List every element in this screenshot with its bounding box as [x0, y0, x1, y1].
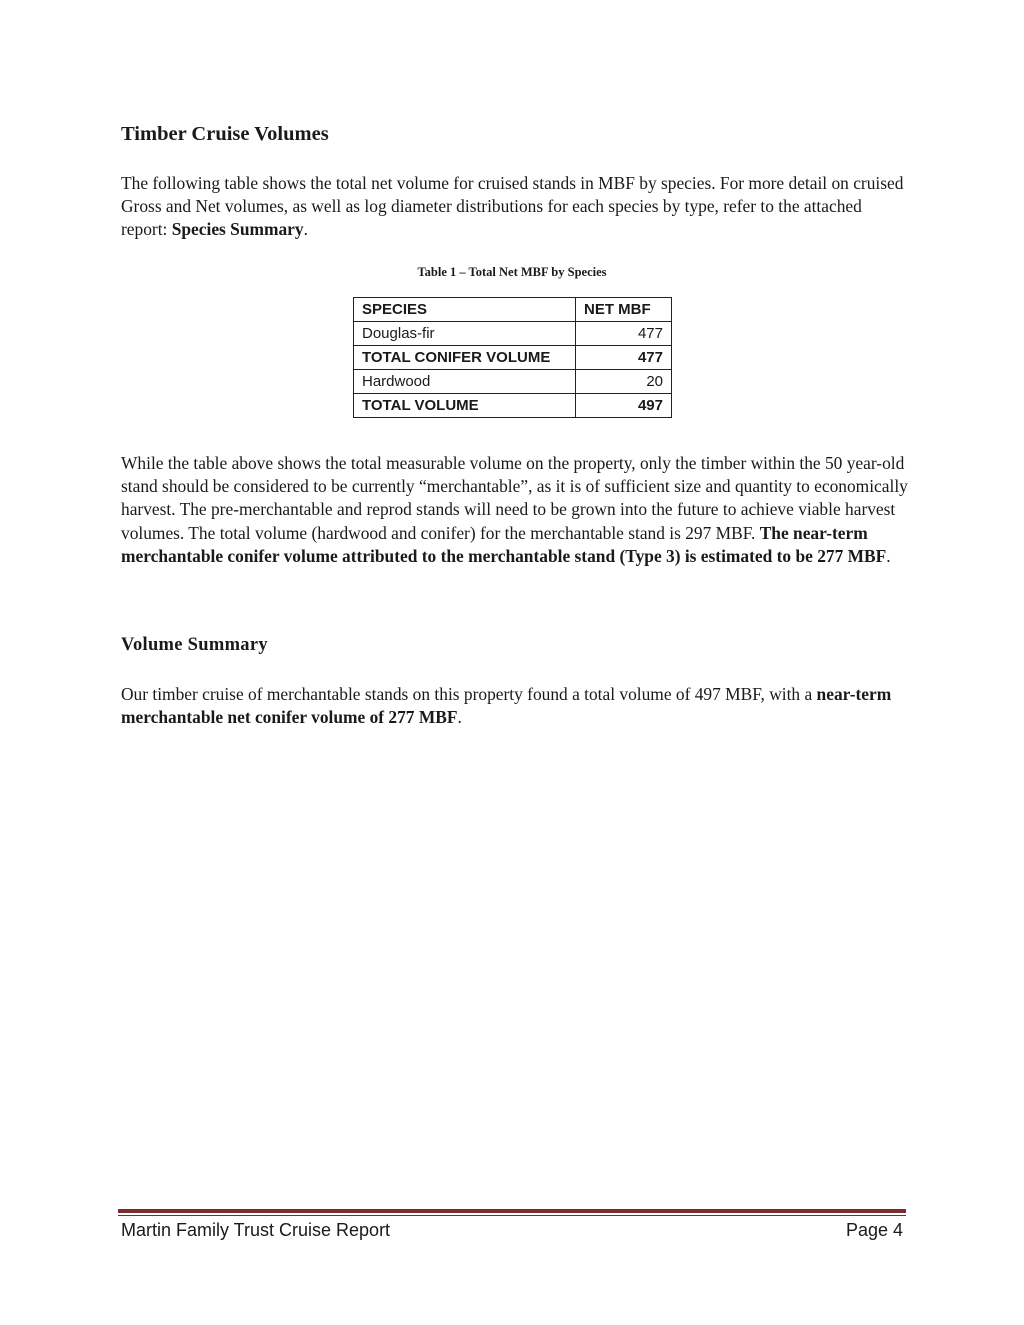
net-mbf-cell: 20 — [576, 370, 672, 394]
merchantable-paragraph-text: While the table above shows the total measurable volume on the property, only the timber within the 50 year-old stand should be considered to be currently “merchantable”, as it is of sufficient size and quantity to economically harvest. The pre-merchantable and reprod stands will need to be grown into the future to achieve viable harvest volumes. The total volume (hardwood and conifer) for the merchantable stand is 297 MBF. — [121, 453, 908, 543]
net-mbf-cell: 477 — [576, 322, 672, 346]
intro-paragraph-text: The following table shows the total net volume for cruised stands in MBF by species. For more detail on cruised Gross and Net volumes, as well as log diameter distributions for each species by type, refer to the attached report: — [121, 173, 904, 240]
column-header-net-mbf: NET MBF — [576, 298, 672, 322]
table-row — [354, 322, 672, 346]
table-header-row — [354, 298, 672, 322]
column-header-species: SPECIES — [354, 298, 576, 322]
species-cell: Douglas-fir — [354, 322, 576, 346]
table-caption: Table 1 – Total Net MBF by Species — [417, 265, 607, 279]
table-row-total-volume — [354, 394, 672, 418]
species-volume-table — [353, 297, 672, 418]
species-summary-reference: Species Summary — [171, 219, 304, 240]
summary-paragraph — [121, 683, 911, 729]
table-row-total-conifer — [354, 346, 672, 370]
species-cell: TOTAL CONIFER VOLUME — [354, 346, 576, 370]
footer-report-title: Martin Family Trust Cruise Report — [121, 1220, 391, 1240]
summary-paragraph-text: Our timber cruise of merchantable stands on this property found a total volume of 497 MBF, with a — [121, 684, 817, 704]
species-cell: Hardwood — [354, 370, 576, 394]
merchantable-paragraph — [121, 452, 911, 568]
section-heading-volume-summary: Volume Summary — [121, 635, 268, 655]
summary-conifer-volume: near-term merchantable net conifer volume of 277 MBF — [121, 684, 892, 728]
net-mbf-cell: 497 — [576, 394, 672, 418]
footer-rule — [118, 1209, 906, 1213]
merchantable-paragraph-end: . — [886, 545, 891, 566]
table-row — [354, 370, 672, 394]
species-cell: TOTAL VOLUME — [354, 394, 576, 418]
summary-paragraph-end: . — [457, 707, 462, 728]
intro-paragraph-end: . — [303, 219, 308, 240]
section-heading-timber-cruise-volumes: Timber Cruise Volumes — [121, 123, 329, 145]
footer-rule-thin — [118, 1215, 906, 1216]
net-mbf-cell: 477 — [576, 346, 672, 370]
footer-page-number: Page 4 — [845, 1220, 903, 1240]
merchantable-conifer-statement: The near-term merchantable conifer volume attributed to the merchantable stand (Type 3) is estimated to be 277 MBF — [121, 522, 887, 566]
intro-paragraph — [121, 172, 911, 242]
